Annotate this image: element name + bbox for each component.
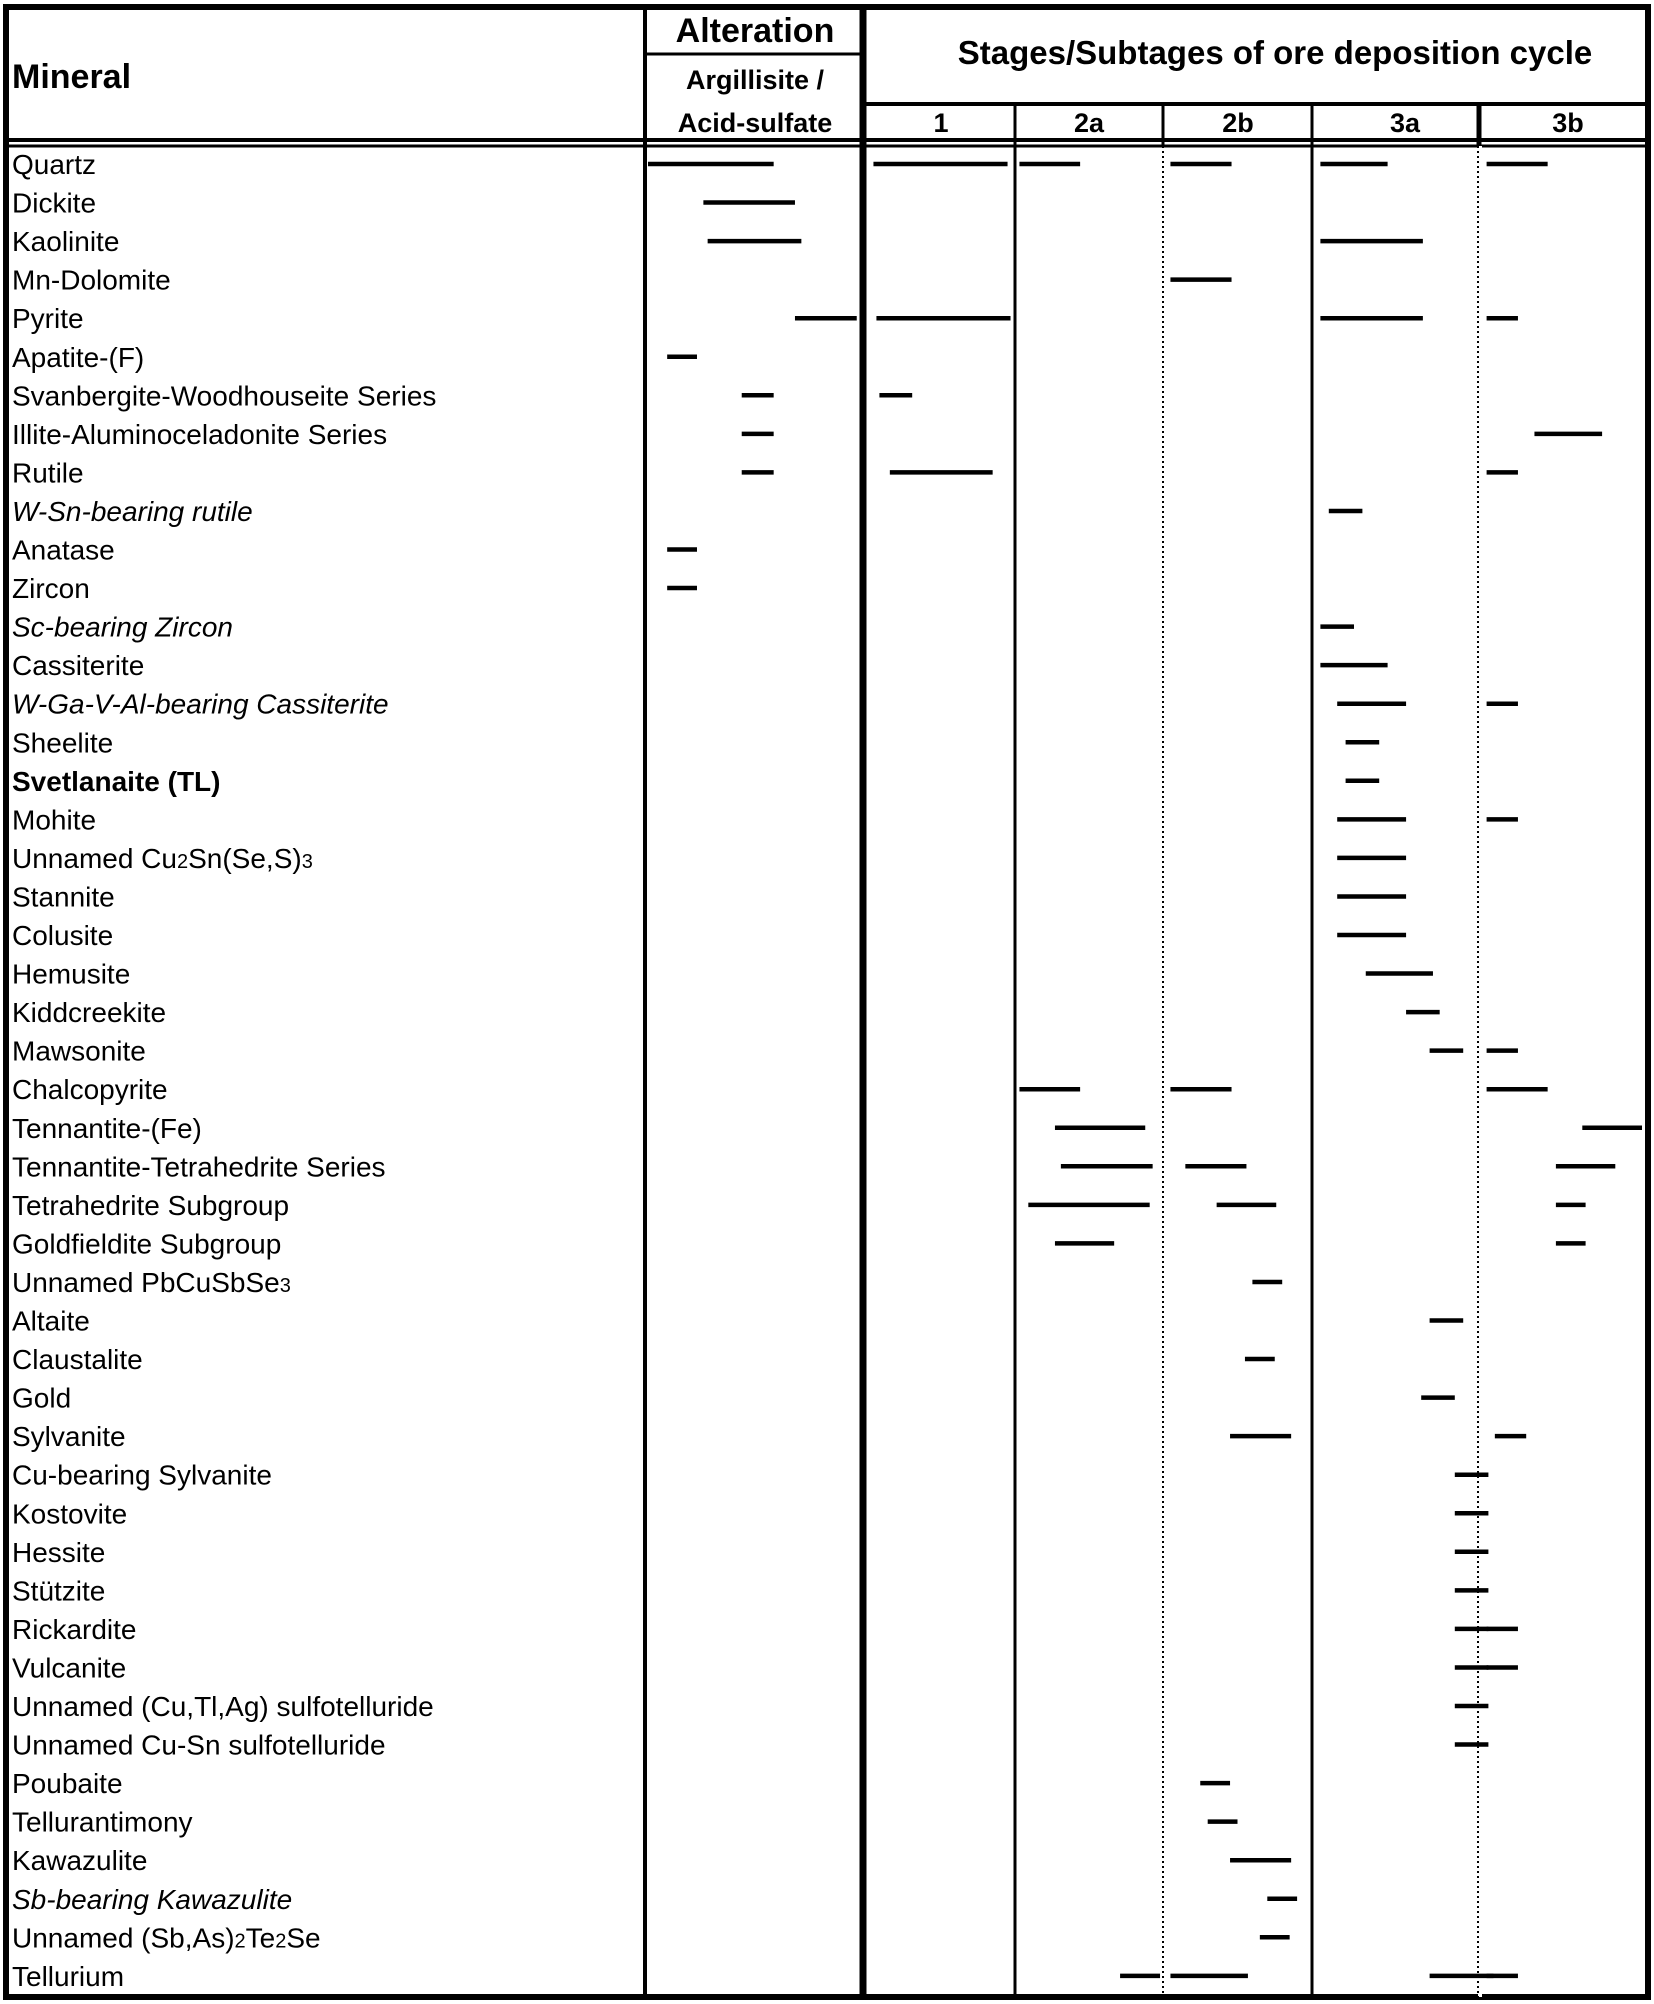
mineral-name: Cassiterite <box>12 650 145 682</box>
mineral-name: Anatase <box>12 534 115 566</box>
header-stages: Stages/Subtages of ore deposition cycle <box>957 34 1593 71</box>
mineral-name: Rutile <box>12 457 84 489</box>
mineral-name: Apatite-(F) <box>12 341 145 373</box>
mineral-name: Tetrahedrite Subgroup <box>12 1189 290 1221</box>
mineral-name: Illite-Aluminoceladonite Series <box>12 418 388 450</box>
mineral-name: Hemusite <box>12 958 131 990</box>
header-alteration: Alteration <box>675 12 835 50</box>
mineral-rows <box>12 149 436 1992</box>
mineral-name: Rickardite <box>12 1613 137 1645</box>
header-alteration-sub-1: Argillisite / <box>685 65 825 95</box>
header-mineral: Mineral <box>12 58 132 96</box>
mineral-name: Vulcanite <box>12 1652 127 1684</box>
header-alteration-sub-2: Acid-sulfate <box>677 108 833 138</box>
table-headers <box>12 12 1592 138</box>
stage-bars <box>648 164 1642 1976</box>
mineral-name: Svetlanaite (TL) <box>12 765 221 797</box>
mineral-name: Tennantite-Tetrahedrite Series <box>12 1151 386 1183</box>
mineral-name: Quartz <box>12 149 97 180</box>
mineral-name: Goldfieldite Subgroup <box>12 1228 282 1260</box>
mineral-name: W-Ga-V-Al-bearing Cassiterite <box>12 688 389 720</box>
mineral-name: Kiddcreekite <box>12 997 167 1029</box>
mineral-name: Claustalite <box>12 1344 143 1376</box>
mineral-name: Tellurantimony <box>12 1806 193 1838</box>
mineral-name: Kostovite <box>12 1498 128 1530</box>
mineral-name: Colusite <box>12 920 114 951</box>
mineral-name: Altaite <box>12 1305 90 1337</box>
mineral-name: Unnamed Cu2Sn(Se,S)3 <box>12 842 313 874</box>
mineral-name: Unnamed (Sb,As)2Te2Se <box>12 1922 321 1954</box>
mineral-name: Mn-Dolomite <box>12 264 171 296</box>
mineral-name: Tennantite-(Fe) <box>12 1112 202 1144</box>
mineral-name: Svanbergite-Woodhouseite Series <box>12 380 437 412</box>
mineral-name: Sylvanite <box>12 1421 126 1453</box>
stage-label-3a: 3a <box>1389 108 1421 138</box>
mineral-name: Sb-bearing Kawazulite <box>12 1883 293 1915</box>
stage-label-2b: 2b <box>1222 108 1254 138</box>
mineral-name: Cu-bearing Sylvanite <box>12 1459 272 1491</box>
mineral-name: Tellurium <box>12 1960 125 1992</box>
stage-label-2a: 2a <box>1073 108 1105 138</box>
mineral-name: Gold <box>12 1382 72 1414</box>
mineral-name: Sc-bearing Zircon <box>12 611 233 643</box>
mineral-name: Poubaite <box>12 1768 123 1800</box>
mineral-name: Stannite <box>12 881 115 913</box>
mineral-name: Mawsonite <box>12 1035 146 1067</box>
mineral-name: Hessite <box>12 1536 106 1568</box>
mineral-name: W-Sn-bearing rutile <box>12 495 253 527</box>
mineral-name: Unnamed (Cu,Tl,Ag) sulfotelluride <box>12 1691 434 1722</box>
stage-label-3b: 3b <box>1552 108 1584 138</box>
mineral-name: Stützite <box>12 1575 106 1607</box>
mineral-name: Kawazulite <box>12 1845 148 1877</box>
mineral-name: Chalcopyrite <box>12 1074 168 1106</box>
mineral-name: Zircon <box>12 573 90 605</box>
mineral-name: Mohite <box>12 804 97 836</box>
mineral-name: Unnamed Cu-Sn sulfotelluride <box>12 1729 386 1761</box>
mineral-name: Pyrite <box>12 303 84 335</box>
stage-label-1: 1 <box>933 108 949 138</box>
mineral-name: Unnamed PbCuSbSe3 <box>12 1266 291 1298</box>
mineral-name: Dickite <box>12 187 97 219</box>
mineral-name: Kaolinite <box>12 226 120 258</box>
mineral-name: Sheelite <box>12 727 114 759</box>
